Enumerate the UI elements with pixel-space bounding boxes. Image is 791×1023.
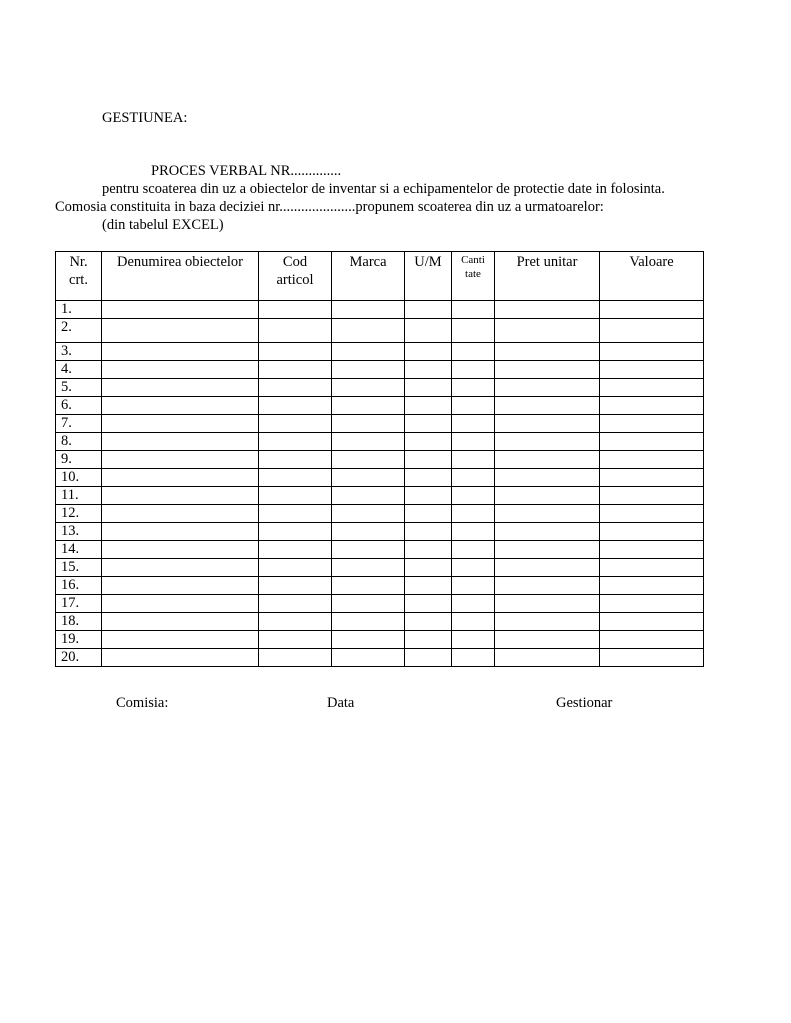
empty-cell — [405, 613, 452, 631]
empty-cell — [405, 487, 452, 505]
empty-cell — [452, 595, 495, 613]
empty-cell — [495, 559, 600, 577]
empty-cell — [405, 559, 452, 577]
row-number: 16. — [56, 577, 102, 595]
empty-cell — [332, 451, 405, 469]
empty-cell — [495, 343, 600, 361]
empty-cell — [600, 433, 704, 451]
empty-cell — [495, 613, 600, 631]
empty-cell — [332, 631, 405, 649]
empty-cell — [600, 577, 704, 595]
empty-cell — [495, 451, 600, 469]
purpose-line: pentru scoaterea din uz a obiectelor de inventar si a echipamentelor de protectie date in folosinta. — [102, 181, 665, 197]
empty-cell — [259, 361, 332, 379]
empty-cell — [452, 451, 495, 469]
empty-cell — [405, 577, 452, 595]
empty-cell — [102, 451, 259, 469]
source-note: (din tabelul EXCEL) — [102, 217, 224, 233]
table-row — [56, 451, 704, 469]
empty-cell — [259, 379, 332, 397]
empty-cell — [405, 301, 452, 319]
empty-cell — [405, 505, 452, 523]
empty-cell — [102, 415, 259, 433]
empty-cell — [495, 415, 600, 433]
empty-cell — [452, 415, 495, 433]
empty-cell — [332, 343, 405, 361]
empty-cell — [600, 379, 704, 397]
col-header-cod: Cod articol — [259, 252, 332, 301]
empty-cell — [332, 397, 405, 415]
table-row — [56, 379, 704, 397]
empty-cell — [495, 631, 600, 649]
empty-cell — [405, 415, 452, 433]
empty-cell — [452, 541, 495, 559]
table-row — [56, 631, 704, 649]
empty-cell — [405, 469, 452, 487]
empty-cell — [405, 595, 452, 613]
table-row — [56, 649, 704, 667]
empty-cell — [452, 301, 495, 319]
empty-cell — [259, 319, 332, 343]
row-number: 19. — [56, 631, 102, 649]
empty-cell — [259, 469, 332, 487]
empty-cell — [600, 559, 704, 577]
row-number: 14. — [56, 541, 102, 559]
empty-cell — [259, 649, 332, 667]
empty-cell — [259, 301, 332, 319]
empty-cell — [495, 397, 600, 415]
col-header-marca: Marca — [332, 252, 405, 301]
empty-cell — [102, 301, 259, 319]
empty-cell — [259, 487, 332, 505]
col-header-cantitate: Canti tate — [452, 252, 495, 301]
empty-cell — [259, 631, 332, 649]
empty-cell — [495, 523, 600, 541]
footer-data: Data — [327, 695, 355, 711]
table-row — [56, 415, 704, 433]
empty-cell — [259, 523, 332, 541]
row-number: 11. — [56, 487, 102, 505]
col-header-um: U/M — [405, 252, 452, 301]
empty-cell — [495, 361, 600, 379]
empty-cell — [600, 319, 704, 343]
table-row — [56, 301, 704, 319]
empty-cell — [452, 523, 495, 541]
empty-cell — [259, 397, 332, 415]
empty-cell — [102, 487, 259, 505]
empty-cell — [452, 433, 495, 451]
empty-cell — [259, 415, 332, 433]
empty-cell — [332, 301, 405, 319]
col-header-valoare: Valoare — [600, 252, 704, 301]
document-title: PROCES VERBAL NR.............. — [151, 163, 342, 179]
row-number: 8. — [56, 433, 102, 451]
empty-cell — [259, 613, 332, 631]
empty-cell — [495, 577, 600, 595]
empty-cell — [495, 469, 600, 487]
empty-cell — [452, 343, 495, 361]
empty-cell — [332, 319, 405, 343]
table-header-row — [56, 252, 704, 301]
empty-cell — [600, 487, 704, 505]
empty-cell — [495, 595, 600, 613]
col-header-pret: Pret unitar — [495, 252, 600, 301]
table-row — [56, 343, 704, 361]
empty-cell — [405, 631, 452, 649]
row-number: 3. — [56, 343, 102, 361]
empty-cell — [452, 505, 495, 523]
empty-cell — [452, 613, 495, 631]
col-header-denumire: Denumirea obiectelor — [102, 252, 259, 301]
empty-cell — [405, 397, 452, 415]
empty-cell — [452, 577, 495, 595]
empty-cell — [600, 451, 704, 469]
empty-cell — [102, 541, 259, 559]
empty-cell — [332, 415, 405, 433]
empty-cell — [332, 595, 405, 613]
empty-cell — [600, 415, 704, 433]
empty-cell — [405, 451, 452, 469]
empty-cell — [600, 469, 704, 487]
empty-cell — [405, 541, 452, 559]
empty-cell — [332, 505, 405, 523]
empty-cell — [600, 505, 704, 523]
empty-cell — [600, 343, 704, 361]
table-row — [56, 397, 704, 415]
empty-cell — [259, 343, 332, 361]
empty-cell — [332, 487, 405, 505]
empty-cell — [259, 559, 332, 577]
empty-cell — [332, 577, 405, 595]
gestiunea-label: GESTIUNEA: — [102, 110, 188, 126]
row-number: 1. — [56, 301, 102, 319]
row-number: 18. — [56, 613, 102, 631]
row-number: 5. — [56, 379, 102, 397]
empty-cell — [600, 631, 704, 649]
table-row — [56, 505, 704, 523]
empty-cell — [332, 541, 405, 559]
empty-cell — [452, 469, 495, 487]
empty-cell — [600, 541, 704, 559]
col-header-nr: Nr. crt. — [56, 252, 102, 301]
table-row — [56, 559, 704, 577]
empty-cell — [102, 523, 259, 541]
row-number: 17. — [56, 595, 102, 613]
empty-cell — [452, 361, 495, 379]
empty-cell — [102, 505, 259, 523]
empty-cell — [405, 379, 452, 397]
empty-cell — [259, 595, 332, 613]
table-row — [56, 361, 704, 379]
footer-comisia: Comisia: — [116, 695, 169, 711]
row-number: 6. — [56, 397, 102, 415]
empty-cell — [452, 649, 495, 667]
empty-cell — [495, 301, 600, 319]
row-number: 7. — [56, 415, 102, 433]
row-number: 9. — [56, 451, 102, 469]
empty-cell — [495, 487, 600, 505]
table-row — [56, 523, 704, 541]
row-number: 20. — [56, 649, 102, 667]
footer-gestionar: Gestionar — [556, 695, 613, 711]
empty-cell — [332, 613, 405, 631]
empty-cell — [405, 649, 452, 667]
empty-cell — [600, 301, 704, 319]
row-number: 4. — [56, 361, 102, 379]
empty-cell — [259, 451, 332, 469]
empty-cell — [102, 559, 259, 577]
row-number: 15. — [56, 559, 102, 577]
empty-cell — [332, 559, 405, 577]
table-row — [56, 595, 704, 613]
empty-cell — [600, 649, 704, 667]
row-number: 2. — [56, 319, 102, 343]
empty-cell — [405, 343, 452, 361]
empty-cell — [495, 649, 600, 667]
table-row — [56, 487, 704, 505]
empty-cell — [259, 541, 332, 559]
empty-cell — [102, 469, 259, 487]
empty-cell — [102, 343, 259, 361]
table-row — [56, 541, 704, 559]
empty-cell — [102, 649, 259, 667]
empty-cell — [332, 379, 405, 397]
table-row — [56, 469, 704, 487]
empty-cell — [600, 523, 704, 541]
empty-cell — [495, 541, 600, 559]
table-row — [56, 577, 704, 595]
empty-cell — [332, 469, 405, 487]
empty-cell — [332, 361, 405, 379]
row-number: 12. — [56, 505, 102, 523]
empty-cell — [600, 595, 704, 613]
empty-cell — [495, 379, 600, 397]
empty-cell — [102, 397, 259, 415]
empty-cell — [495, 319, 600, 343]
empty-cell — [405, 361, 452, 379]
empty-cell — [452, 379, 495, 397]
row-number: 13. — [56, 523, 102, 541]
table-row — [56, 613, 704, 631]
commission-line: Comosia constituita in baza deciziei nr.....................propunem scoaterea din uz a urmatoarelor: — [55, 199, 604, 215]
empty-cell — [495, 433, 600, 451]
empty-cell — [259, 577, 332, 595]
empty-cell — [102, 319, 259, 343]
empty-cell — [452, 319, 495, 343]
table-row — [56, 433, 704, 451]
empty-cell — [405, 319, 452, 343]
empty-cell — [332, 523, 405, 541]
empty-cell — [102, 433, 259, 451]
empty-cell — [405, 433, 452, 451]
empty-cell — [102, 577, 259, 595]
empty-cell — [452, 397, 495, 415]
empty-cell — [102, 631, 259, 649]
empty-cell — [452, 559, 495, 577]
table-row — [56, 319, 704, 343]
empty-cell — [452, 631, 495, 649]
inventory-table — [55, 251, 704, 667]
empty-cell — [600, 361, 704, 379]
empty-cell — [600, 613, 704, 631]
empty-cell — [495, 505, 600, 523]
empty-cell — [102, 613, 259, 631]
empty-cell — [102, 361, 259, 379]
row-number: 10. — [56, 469, 102, 487]
empty-cell — [405, 523, 452, 541]
empty-cell — [600, 397, 704, 415]
empty-cell — [259, 505, 332, 523]
empty-cell — [102, 379, 259, 397]
empty-cell — [332, 649, 405, 667]
empty-cell — [102, 595, 259, 613]
empty-cell — [332, 433, 405, 451]
empty-cell — [259, 433, 332, 451]
empty-cell — [452, 487, 495, 505]
